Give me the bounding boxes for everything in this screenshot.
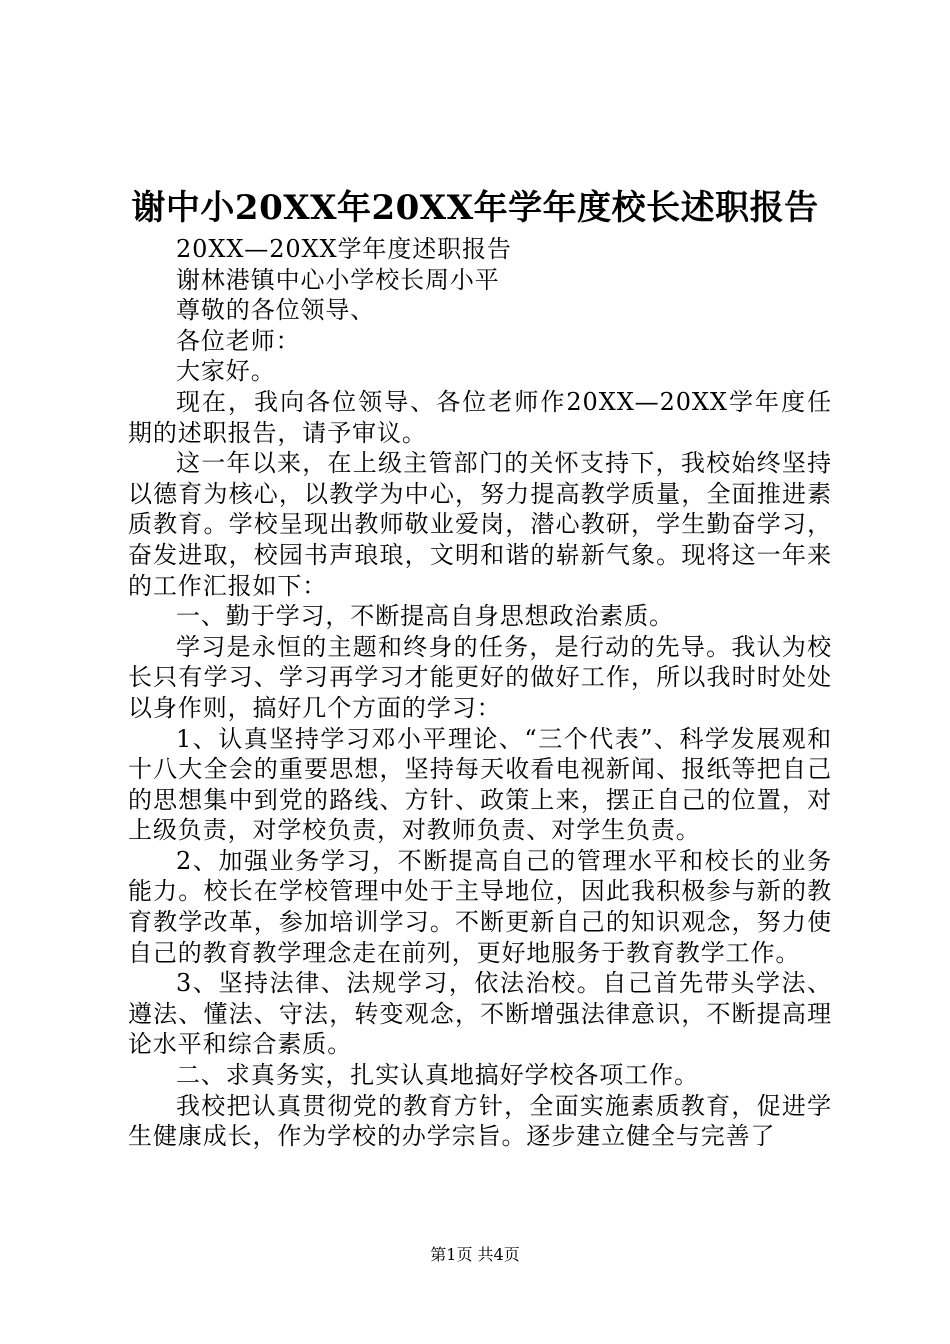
paragraph: 尊敬的各位领导、: [176, 296, 376, 325]
paragraph: 20XX—20XX学年度述职报告: [176, 235, 512, 263]
document-title: 谢中小20XX年20XX年学年度校长述职报告: [131, 188, 819, 228]
paragraph: 学习是永恒的主题和终身的任务，是行动的先导。我认为校长只有学习、学习再学习才能更好的做好工作，所以我时时处处以身作则，搞好几个方面的学习：: [128, 632, 832, 722]
paragraph: 一、勤于学习，不断提高自身思想政治素质。: [176, 602, 674, 631]
paragraph: 我校把认真贯彻党的教育方针，全面实施素质教育，促进学生健康成长，作为学校的办学宗旨。逐步建立健全与完善了: [128, 1091, 832, 1151]
document-body: [128, 234, 832, 1152]
paragraph: 各位老师：: [176, 326, 301, 355]
paragraph: 1、认真坚持学习邓小平理论、“三个代表”、科学发展观和十八大全会的重要思想，坚持每天收看电视新闻、报纸等把自己的思想集中到党的路线、方针、政策上来，摆正自己的位置，对上级负责，对学校负责，对教师负责、对学生负责。: [128, 724, 832, 845]
paragraph: 2、加强业务学习，不断提高自己的管理水平和校长的业务能力。校长在学校管理中处于主导地位，因此我积极参与新的教育教学改革，参加培训学习。不断更新自己的知识观念，努力使自己的教育教学理念走在前列，更好地服务于教育教学工作。: [128, 846, 832, 967]
paragraph: 二、求真务实，扎实认真地搞好学校各项工作。: [176, 1061, 699, 1090]
paragraph: 大家好。: [176, 357, 276, 386]
paragraph: 现在，我向各位领导、各位老师作20XX—20XX学年度任期的述职报告，请予审议。: [128, 387, 832, 447]
paragraph: 这一年以来，在上级主管部门的关怀支持下，我校始终坚持以德育为核心，以教学为中心，努力提高教学质量，全面推进素质教育。学校呈现出教师敬业爱岗，潜心教研，学生勤奋学习，奋发进取，校园书声琅琅，文明和谐的崭新气象。现将这一年来的工作汇报如下：: [128, 449, 832, 600]
page-footer: 第1页 共4页: [430, 1245, 520, 1264]
paragraph: 3、坚持法律、法规学习，依法治校。自己首先带头学法、遵法、懂法、守法，转变观念，不断增强法律意识，不断提高理论水平和综合素质。: [128, 969, 832, 1059]
paragraph: 谢林港镇中心小学校长周小平: [176, 265, 500, 294]
